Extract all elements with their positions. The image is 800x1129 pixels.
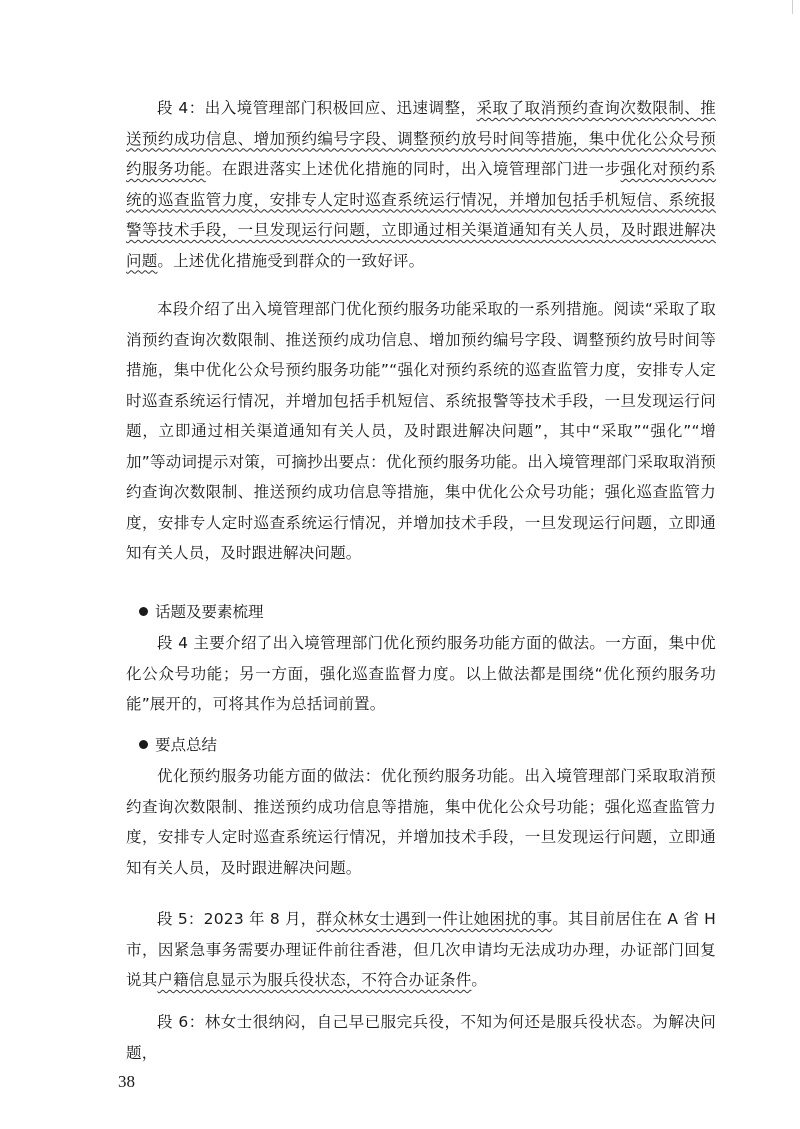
analysis-paragraph: 本段介绍了出入境管理部门优化预约服务功能采取的一系列措施。阅读“采取了取消预约查询次数限制、推送预约成功信息、增加预约编号字段、调整预约放号时间等措施，集中优化公众号预约服务功能”“强化对预约系统的巡查监管力度，安排专人定时巡查系统运行情况，并增加包括手机短信、系统报警等技术手段，一旦发现运行问题，立即通过相关渠道通知有关人员，及时跟进解决问题”，其中“采取”“强化”“增加”等动词提示对策，可摘抄出要点：优化预约服务功能。出入境管理部门采取取消预约查询次数限制、推送预约成功信息等措施，集中优化公众号功能；强化巡查监管力度，安排专人定时巡查系统运行情况，并增加技术手段，一旦发现运行问题，立即通知有关人员，及时跟进解决问题。 [126, 300, 716, 562]
para5-underline-2: 户籍信息显示为服兵役状态，不符合办证条件 [157, 971, 472, 989]
para5-underline-1: 群众林女士遇到一件让她困扰的事 [316, 910, 553, 928]
page-number: 38 [118, 1072, 135, 1091]
para6-label: 段 6： [157, 1013, 205, 1031]
topic-heading: 话题及要素梳理 [139, 597, 264, 627]
scan-mark-top [792, 0, 793, 14]
paragraph-6: 段 6：林女士很纳闷，自己早已服完兵役，不知为何还是服兵役状态。为解决问题， [126, 1013, 716, 1062]
summary-body: 优化预约服务功能方面的做法：优化预约服务功能。出入境管理部门采取取消预约查询次数限制、推送预约成功信息等措施，集中优化公众号功能；强化巡查监管力度，安排专人定时巡查系统运行情况，并增加技术手段，一旦发现运行问题，立即通知有关人员，及时跟进解决问题。 [126, 767, 716, 877]
paragraph-5: 段 5：2023 年 8 月，群众林女士遇到一件让她困扰的事。其目前居住在 A 省 H 市，因紧急事务需要办理证件前往香港，但几次申请均无法成功办理，办证部门回复说其户籍信息显示为服兵役状态，不符合办证条件。 [126, 910, 716, 989]
summary-heading: 要点总结 [139, 730, 217, 760]
para4-underline-2: 强化对预约系统的巡查监管力度，安排专人定时巡查系统运行情况，并增加包括手机短信、系统报警等技术手段，一旦发现运行问题，立即通过相关渠道通知有关人员，及时跟进解决问题 [126, 160, 716, 270]
para4-underline-1: 采取了取消预约查询次数限制、推送预约成功信息、增加预约编号字段、调整预约放号时间等措施，集中优化公众号预约服务功能 [126, 99, 716, 178]
paragraph-4: 段 4：出入境管理部门积极回应、迅速调整，采取了取消预约查询次数限制、推送预约成功信息、增加预约编号字段、调整预约放号时间等措施，集中优化公众号预约服务功能。在跟进落实上述优化措施的同时，出入境管理部门进一步强化对预约系统的巡查监管力度，安排专人定时巡查系统运行情况，并增加包括手机短信、系统报警等技术手段，一旦发现运行问题，立即通过相关渠道通知有关人员，及时跟进解决问题。上述优化措施受到群众的一致好评。 [126, 99, 716, 270]
topic-body: 段 4 主要介绍了出入境管理部门优化预约服务功能方面的做法。一方面，集中优化公众号功能；另一方面，强化巡查监督力度。以上做法都是围绕“优化预约服务功能”展开的，可将其作为总括词前置。 [126, 634, 716, 713]
para5-label: 段 5： [157, 910, 204, 928]
para4-label: 段 4： [157, 99, 205, 117]
bullet-icon [139, 607, 148, 616]
bullet-icon [139, 740, 148, 749]
